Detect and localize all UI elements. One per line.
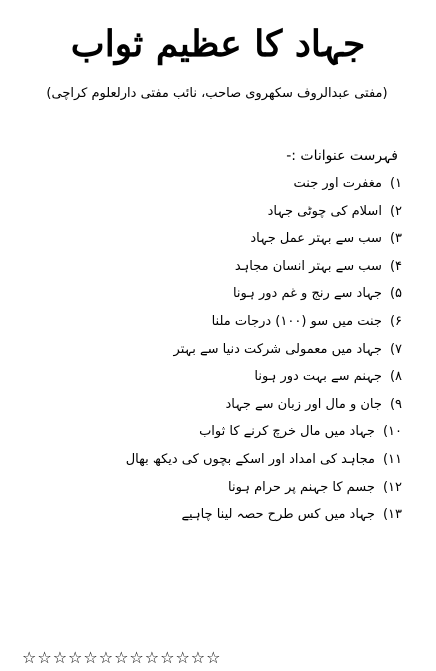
toc-item-label: جسم کا جہنم پر حرام ہونا [228, 479, 375, 495]
toc-item-label: سب سے بہتر عمل جہاد [250, 231, 382, 247]
toc-heading: فہرست عنوانات :- [286, 148, 398, 164]
toc-item [22, 308, 402, 336]
author-line: (مفتی عبدالروف سکھروی صاحب، نائب مفتی دارلعلوم کراچی) [46, 86, 388, 101]
toc-item-label: جنت میں سو (۱۰۰) درجات ملنا [211, 313, 382, 329]
toc-item-number: ۵) [389, 286, 402, 302]
toc-item [22, 501, 402, 529]
page-title: جہاد کا عظیم ثواب [70, 23, 366, 65]
toc-item-label: جہاد سے رنج و غم دور ہونا [232, 286, 382, 302]
toc-item-number: ۶) [389, 313, 402, 329]
toc-item-number: ۳) [389, 231, 402, 247]
toc-item-number: ۷) [389, 341, 402, 357]
toc-list [22, 170, 402, 529]
toc-item-label: جہاد میں معمولی شرکت دنیا سے بہتر [173, 341, 382, 357]
toc-item-label: جہاد میں مال خرچ کرنے کا ثواب [199, 424, 375, 440]
toc-item-number: ۱) [389, 176, 402, 191]
toc-item-label: جہنم سے بہت دور ہونا [254, 369, 382, 385]
toc-item [22, 418, 402, 446]
toc-item-number: ۴) [389, 258, 402, 274]
toc-item [22, 198, 402, 226]
toc-item-number: ۲) [389, 203, 402, 219]
toc-item-label: سب سے بہتر انسان مجاہد [234, 258, 382, 274]
toc-item-label: مغفرت اور جنت [293, 176, 382, 191]
toc-item-number: ۱۳) [382, 507, 402, 523]
toc-item-number: ۸) [389, 369, 402, 385]
toc-item [22, 336, 402, 364]
toc-item-number: ۱۲) [382, 479, 402, 495]
toc-item [22, 280, 402, 308]
toc-item [22, 474, 402, 502]
toc-item [22, 391, 402, 419]
toc-item [22, 363, 402, 391]
toc-item-number: ۹) [389, 396, 402, 412]
toc-item-number: ۱۰) [382, 424, 402, 440]
toc-item-number: ۱۱) [382, 451, 402, 467]
toc-item [22, 446, 402, 474]
toc-item [22, 170, 402, 198]
toc-item [22, 225, 402, 253]
toc-item-label: مجاہد کی امداد اور اسکے بچوں کی دیکھ بھال [125, 451, 375, 467]
toc-item-label: اسلام کی چوٹی جہاد [267, 203, 382, 219]
toc-item [22, 253, 402, 281]
toc-item-label: جہاد میں کس طرح حصہ لینا چاہیے [181, 507, 375, 523]
toc-item-label: جان و مال اور زبان سے جہاد [225, 396, 382, 412]
footer-stars-divider: ☆☆☆☆☆☆☆☆☆☆☆☆☆ [22, 648, 222, 667]
